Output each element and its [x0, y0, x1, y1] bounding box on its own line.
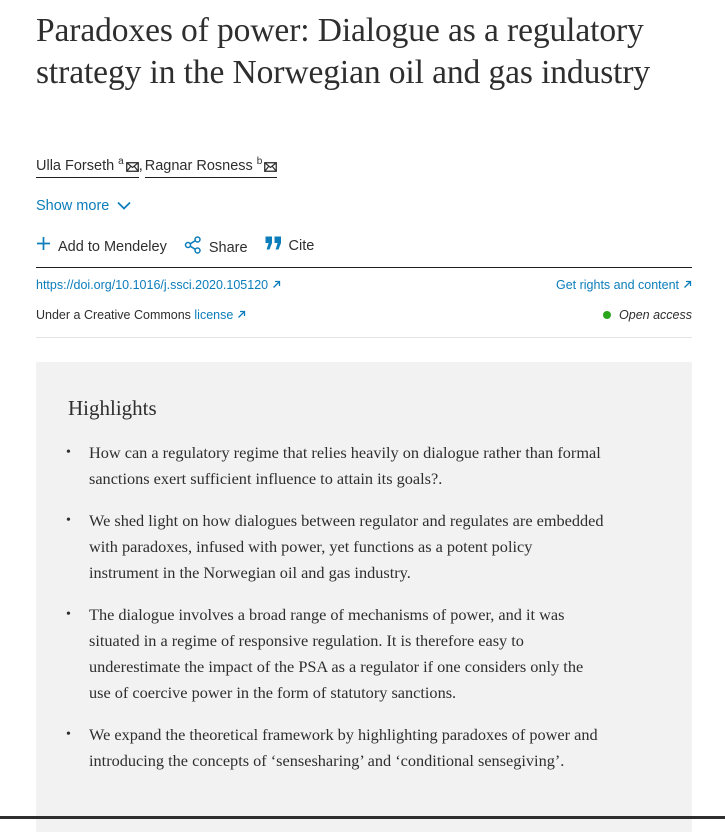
bullet-icon: • [66, 513, 71, 528]
open-access-dot-icon [603, 311, 611, 319]
bullet-icon: • [66, 727, 71, 742]
author-name: Ulla Forseth [36, 158, 115, 174]
share-button[interactable] [184, 236, 248, 260]
highlights-heading: Highlights [68, 396, 157, 420]
doi-text: https://doi.org/10.1016/j.ssci.2020.105120 [36, 278, 269, 292]
highlight-text: The dialogue involves a broad range of mechanisms of power, and it was situated in a regime of responsive regulation. It is therefore easy to underestimate the impact of the PSA as a regulator if one considers only the use of coercive power in the form of statutory sanctions. [89, 605, 584, 702]
author-name: Ragnar Rosness [144, 158, 253, 174]
highlight-item [66, 722, 606, 774]
section-divider [36, 337, 692, 338]
cite-label: Cite [288, 238, 315, 254]
mendeley-label: Add to Mendeley [58, 238, 167, 255]
article-actions-toolbar [36, 236, 692, 268]
license-row [36, 308, 692, 322]
open-access-badge [603, 308, 692, 322]
highlight-item [66, 440, 606, 492]
highlight-text: How can a regulatory regime that relies heavily on dialogue rather than formal sanctions exert sufficient influence to attain its goals?. [89, 443, 601, 488]
chevron-down-icon [117, 198, 131, 214]
doi-link[interactable] [36, 278, 281, 292]
quote-icon [265, 236, 282, 256]
plus-icon [36, 236, 51, 257]
highlight-text: We shed light on how dialogues between regulator and regulates are embedded with paradoxes, infused with power, yet functions as a potent policy instrument in the Norwegian oil and gas industry. [89, 511, 604, 582]
highlight-text: We expand the theoretical framework by highlighting paradoxes of power and introducing the concepts of ‘sensesharing’ and ‘conditional sensegiving’. [89, 725, 598, 770]
share-label: Share [208, 240, 248, 256]
envelope-icon [126, 160, 139, 176]
share-icon [184, 236, 202, 260]
author-link-rosness[interactable] [145, 156, 278, 178]
affiliation-marker: b [256, 156, 263, 167]
affiliation-marker: a [118, 156, 124, 167]
doi-row [36, 278, 692, 292]
highlights-panel [36, 362, 692, 832]
envelope-icon [264, 160, 277, 176]
highlight-item [66, 508, 606, 586]
license-link[interactable] [194, 308, 246, 322]
add-to-mendeley-button[interactable] [36, 236, 167, 257]
show-more-label: Show more [36, 198, 110, 214]
article-title: Paradoxes of power: Dialogue as a regulatory strategy in the Norwegian oil and gas industry [36, 12, 651, 91]
show-more-button[interactable] [36, 198, 131, 214]
highlights-list [66, 440, 606, 790]
rights-text: Get rights and content [556, 278, 679, 292]
highlight-item [66, 602, 606, 706]
external-link-icon [683, 278, 692, 292]
author-list [36, 156, 277, 178]
author-link-forseth[interactable] [36, 156, 139, 178]
bullet-icon: • [66, 445, 71, 460]
license-prefix: Under a Creative Commons [36, 308, 191, 322]
author-separator: , [138, 158, 143, 174]
license-link-text: license [194, 308, 234, 322]
external-link-icon [237, 308, 246, 322]
license-statement [36, 308, 246, 322]
bullet-icon: • [66, 607, 71, 622]
get-rights-link[interactable] [556, 278, 692, 292]
open-access-label: Open access [619, 308, 692, 322]
cite-button[interactable] [265, 236, 315, 256]
external-link-icon [272, 278, 281, 292]
